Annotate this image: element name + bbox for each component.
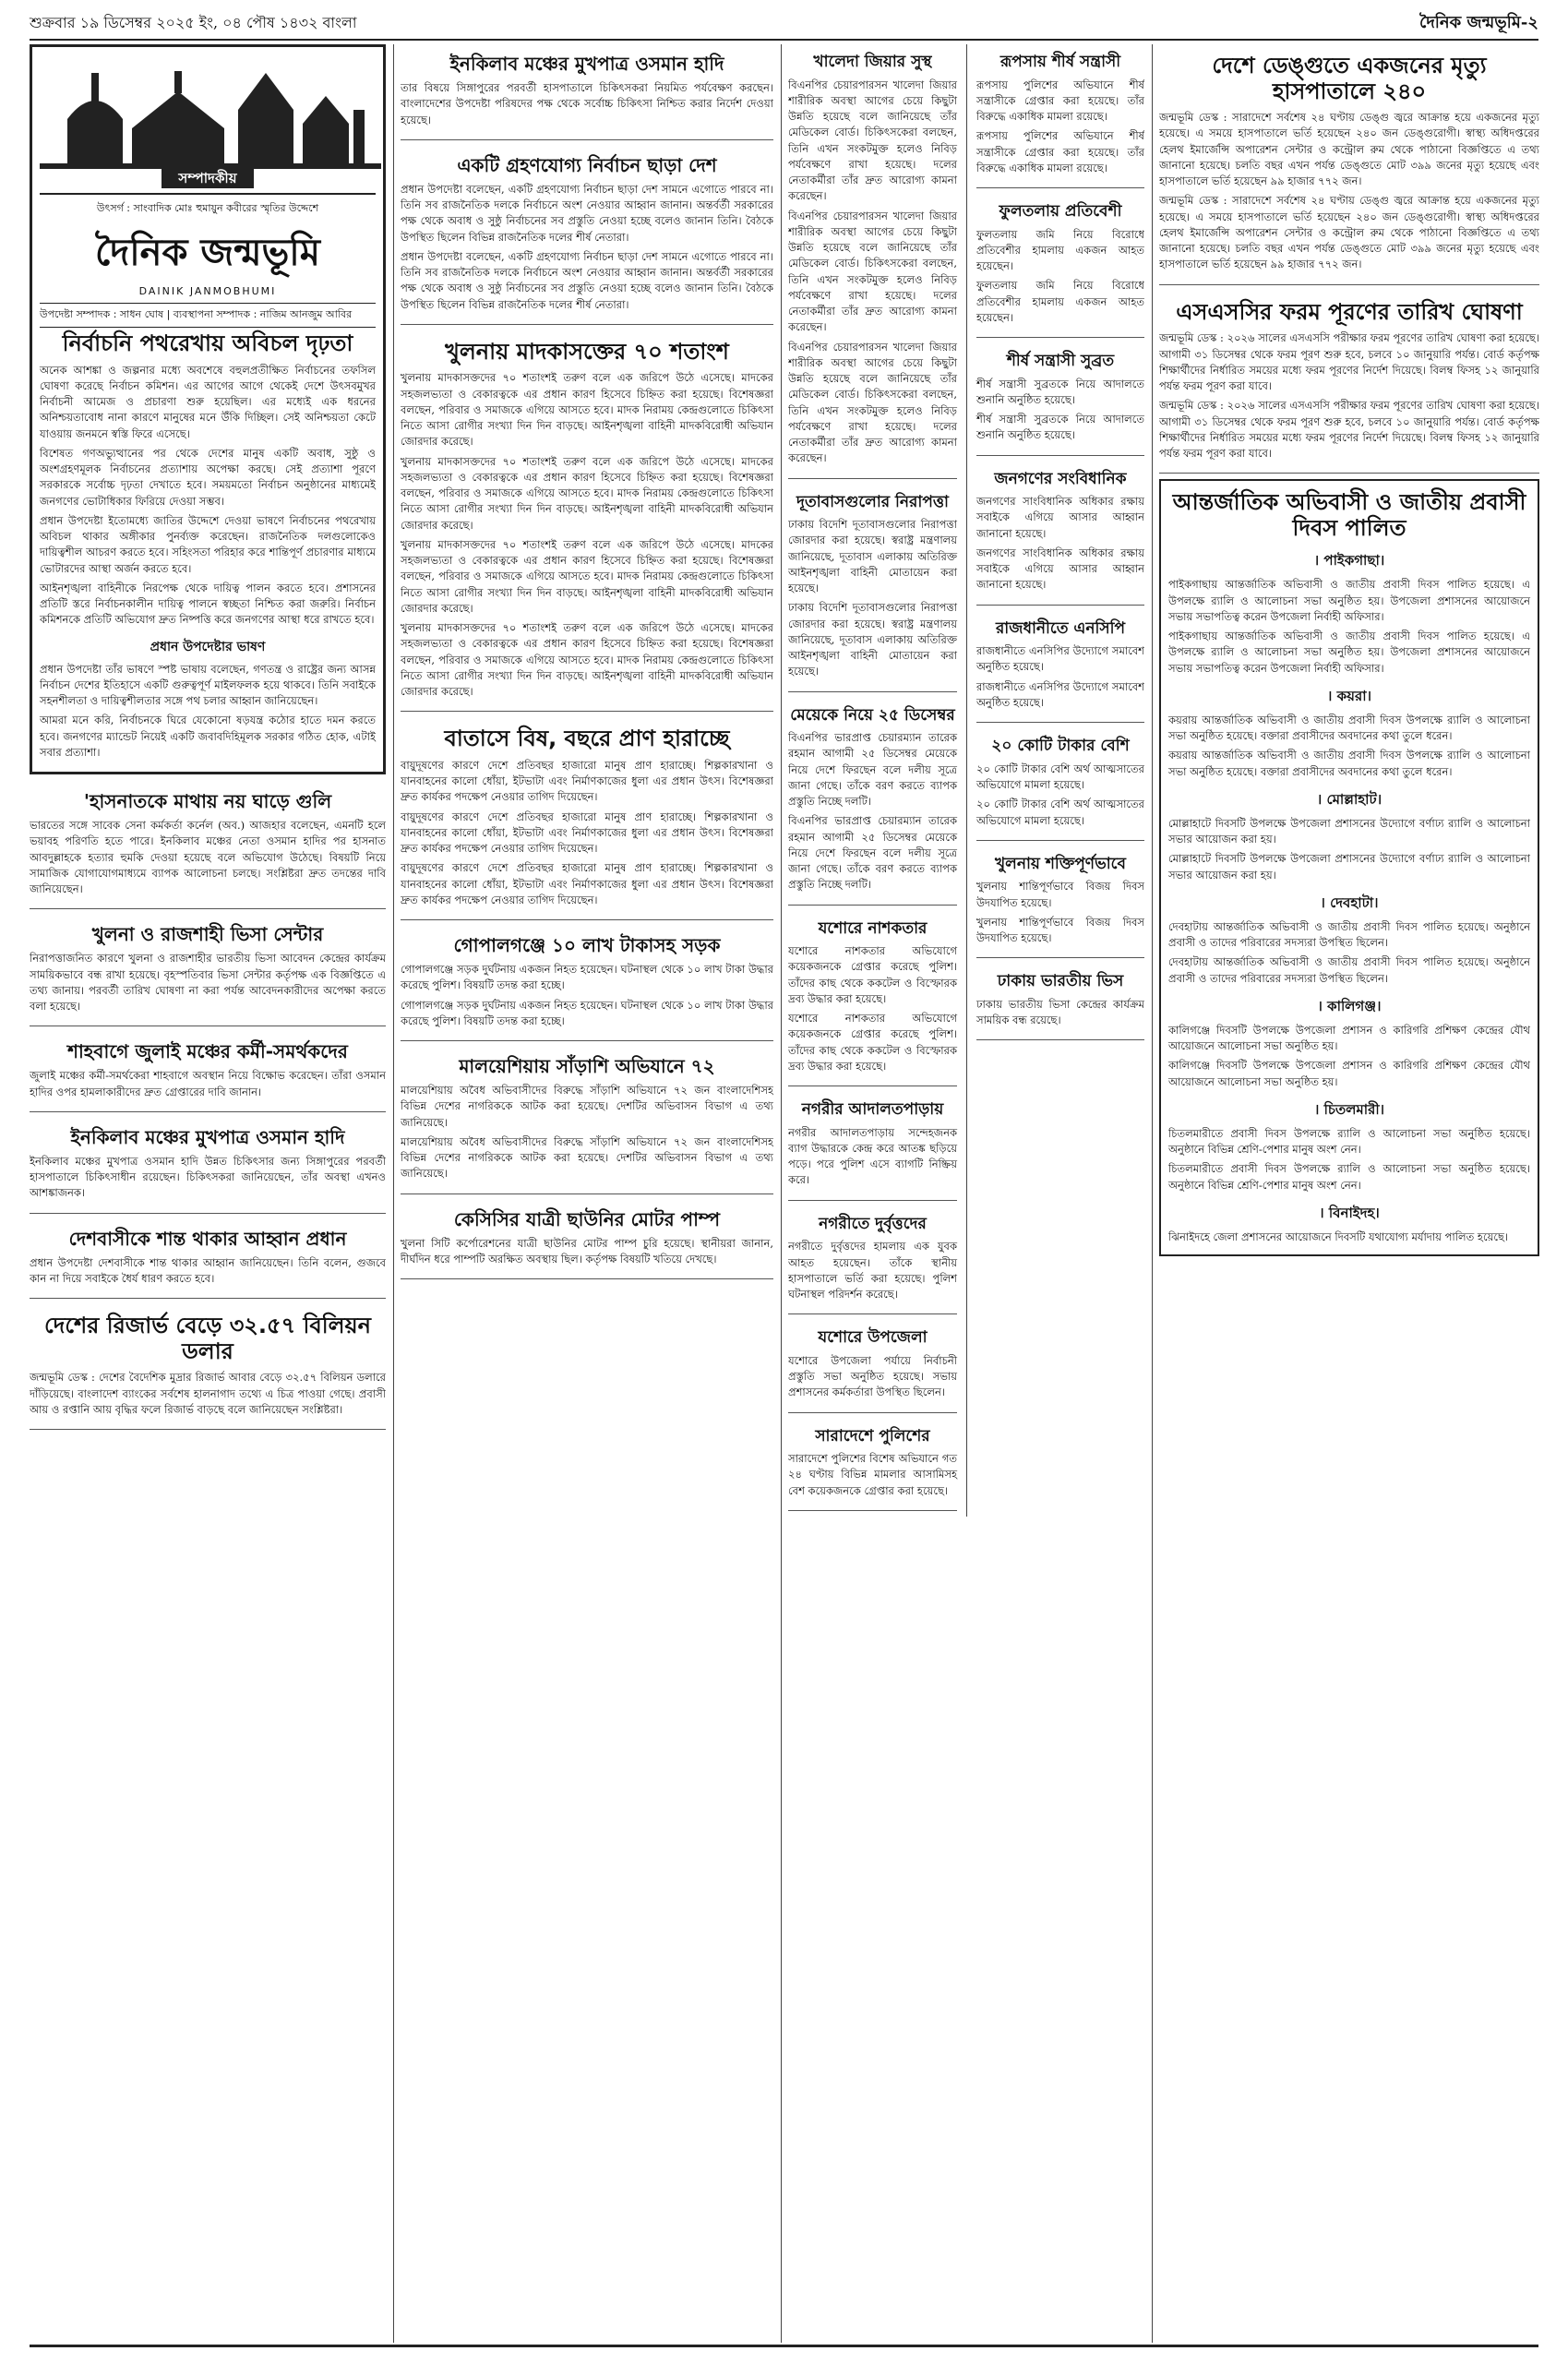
- headline: দেশের রিজার্ভ বেড়ে ৩২.৫৭ বিলিয়ন ডলার: [43, 1313, 371, 1364]
- article-body: ঢাকায় বিদেশি দূতাবাসগুলোর নিরাপত্তা জোরদার করা হয়েছে। স্বরাষ্ট্র মন্ত্রণালয় জানিয়েছে, দূতাবাস এলাকায় অতিরিক্ত আইনশৃঙ্খলা বাহিনী মোতায়েন করা হয়েছে।: [788, 518, 957, 595]
- article-body: ঝিনাইদহে জেলা প্রশাসনের আয়োজনে দিবসটি যথাযোগ্য মর্যাদায় পালিত হয়েছে।: [1168, 1229, 1509, 1243]
- mosque-temple-logo: [40, 54, 381, 184]
- editorial-paragraph: অনেক আশঙ্কা ও জল্পনার মধ্যে অবশেষে বহুলপ্রতীক্ষিত নির্বাচনের তফসিল ঘোষণা করেছে নির্বাচন কমিশন। এর আগের আগে থেকেই দেশে উৎসবমুখর নির্বাচনী আমেজ ও প্রচারণা শুরু হয়েছিল। এর মধ্যেই এক ধরনের অনিশ্চয়তাবোধ নানা কারণে মানুষের মনে উঁকি দিচ্ছিল। সেই অনিশ্চয়তা কেটে যাওয়ায় জনমনে স্বস্তি ফিরে এসেছে।: [40, 363, 376, 440]
- article-body: কালিগঞ্জে দিবসটি উপলক্ষে উপজেলা প্রশাসন ও কারিগরি প্রশিক্ষণ কেন্দ্রের যৌথ আয়োজনে আলোচনা সভা অনুষ্ঠিত হয়।: [1168, 1023, 1530, 1053]
- page-header: [30, 7, 1538, 41]
- headline: খুলনা ও রাজশাহী ভিসা সেন্টার: [91, 923, 324, 946]
- editorial-paragraph: প্রধান উপদেষ্টা ইতোমধ্যে জাতির উদ্দেশে দেওয়া ভাষণে নির্বাচনের পথরেখায় অবিচল থাকার অঙ্গীকার পুনর্ব্যক্ত করেছেন। রাজনৈতিক দলগুলোকেও দায়িত্বশীল আচরণ করতে হবে। সহিংসতা পরিহার করে শান্তিপূর্ণ প্রচারণার মাধ্যমে ভোটারদের আস্থা অর্জন করতে হবে।: [40, 513, 376, 575]
- article: [1159, 44, 1539, 285]
- article-body: বিএনপির ভারপ্রাপ্ত চেয়ারম্যান তারেক রহমান আগামী ২৫ ডিসেম্বর মেয়েকে নিয়ে দেশে ফিরছেন বলে দলীয় সূত্রে জানা গেছে। তাঁকে বরণ করতে ব্যাপক প্রস্তুতি নিচ্ছে দলটি।: [788, 814, 957, 892]
- article-body: খুলনায় মাদকাসক্তদের ৭০ শতাংশই তরুণ বলে এক জরিপে উঠে এসেছে। মাদকের সহজলভ্যতা ও বেকারত্বকে এর প্রধান কারণ হিসেবে চিহ্নিত করা হয়েছে। বিশেষজ্ঞরা বলছেন, পরিবার ও সমাজকে এগিয়ে আসতে হবে। মাদক নিরাময় কেন্দ্রগুলোতে চিকিৎসা নিতে আসা রোগীর সংখ্যা দিন দিন বাড়ছে। আইনশৃঙ্খলা বাহিনী মাদকবিরোধী অভিযান জোরদার করেছে।: [401, 621, 773, 699]
- article-body: খুলনা সিটি কর্পোরেশনের যাত্রী ছাউনির মোটর পাম্প চুরি হয়েছে। স্থানীয়রা জানান, দীর্ঘদিন ধরে পাম্পটি অরক্ষিত অবস্থায় ছিল। কর্তৃপক্ষ বিষয়টি খতিয়ে দেখছে।: [401, 1236, 773, 1265]
- article-body: ভারতের সঙ্গে সাবেক সেনা কর্মকর্তা কর্নেল (অব.) আজহার বলেছেন, এমনটি হলে ভয়াবহ পরিণতি হতে পারে। ইনকিলাব মঞ্চের নেতা ওসমান হাদির পর হাসনাত আবদুল্লাহকে হত্যার হুমকি দেওয়া হয়েছে বলে অভিযোগ উঠেছে। বিষয়টি নিয়ে সামাজিক যোগাযোগমাধ্যমে ব্যাপক আলোচনা চলছে। সংশ্লিষ্টরা দ্রুত তদন্তের দাবি জানিয়েছেন।: [30, 819, 386, 896]
- headline: এসএসসির ফরম পূরণের তারিখ ঘোষণা: [1176, 298, 1523, 325]
- headline: ফুলতলায় প্রতিবেশী: [999, 202, 1122, 222]
- dateline-section: । বিনাইদহ।: [1319, 1204, 1380, 1221]
- article: [788, 1206, 957, 1315]
- article-body: চিতলমারীতে প্রবাসী দিবস উপলক্ষে র‍্যালি ও আলোচনা সভা অনুষ্ঠিত হয়েছে। অনুষ্ঠানে বিভিন্ন শ্রেণি-পেশার মানুষ অংশ নেন।: [1168, 1126, 1530, 1157]
- article-body: জনগণের সাংবিধানিক অধিকার রক্ষায় সবাইকে এগিয়ে আসার আহ্বান জানানো হয়েছে।: [976, 495, 1144, 540]
- article-body: কালিগঞ্জে দিবসটি উপলক্ষে উপজেলা প্রশাসন ও কারিগরি প্রশিক্ষণ কেন্দ্রের যৌথ আয়োজনে আলোচনা সভা অনুষ্ঠিত হয়।: [1168, 1059, 1530, 1088]
- headline: দূতাবাসগুলোর নিরাপত্তা: [796, 492, 949, 511]
- article-body: রাজধানীতে এনসিপির উদ্যোগে সমাবেশ অনুষ্ঠিত হয়েছে।: [976, 644, 1144, 674]
- article: [976, 462, 1144, 606]
- article: [788, 44, 957, 479]
- article: [976, 343, 1144, 456]
- article-body: কয়রায় আন্তর্জাতিক অভিবাসী ও জাতীয় প্রবাসী দিবস উপলক্ষে র‍্যালি ও আলোচনা সভা অনুষ্ঠিত হয়েছে। বক্তারা প্রবাসীদের অবদানের কথা তুলে ধরেন।: [1168, 749, 1530, 778]
- bottom-rule: [30, 2345, 1538, 2347]
- article: [401, 146, 773, 325]
- article-body: জন্মভূমি ডেস্ক : ২০২৬ সালের এসএসসি পরীক্ষার ফরম পূরণের তারিখ ঘোষণা করা হয়েছে। আগামী ৩১ ডিসেম্বর থেকে ফরম পূরণ শুরু হবে, চলবে ১০ জানুয়ারি পর্যন্ত। বোর্ড কর্তৃপক্ষ শিক্ষার্থীদের নির্ধারিত সময়ের মধ্যে ফরম পূরণের নির্দেশ দিয়েছে। বিলম্ব ফিসহ ১২ জানুয়ারি পর্যন্ত ফরম পূরণ করা যাবে।: [1159, 399, 1539, 461]
- article: [30, 1219, 386, 1300]
- headline: যশোরে উপজেলা: [818, 1328, 928, 1348]
- article-body: নগরীর আদালতপাড়ায় সন্দেহজনক ব্যাগ উদ্ধারকে কেন্দ্র করে আতঙ্ক ছড়িয়ে পড়ে। পরে পুলিশ এসে ব্যাগটি নিষ্ক্রিয় করে।: [788, 1125, 957, 1187]
- editorial-paragraph: প্রধান উপদেষ্টা তাঁর ভাষণে স্পষ্ট ভাষায় বলেছেন, গণতন্ত্র ও রাষ্ট্রের জন্য আসন্ন নির্বাচন দেশের ইতিহাসে একটি গুরুত্বপূর্ণ মাইলফলক হয়ে থাকবে। তিনি সবাইকে সহনশীলতা ও দায়িত্বশীলতার সঙ্গে পথ চলার আহ্বান জানিয়েছেন।: [40, 662, 376, 708]
- headline: সারাদেশে পুলিশের: [815, 1426, 930, 1445]
- column-3: [788, 44, 1144, 2343]
- article-body: যশোরে নাশকতার অভিযোগে কয়েকজনকে গ্রেপ্তার করেছে পুলিশ। তাঁদের কাছ থেকে ককটেল ও বিস্ফোরক দ্রব্য উদ্ধার করা হয়েছে।: [788, 944, 957, 1005]
- date-line: শুক্রবার ১৯ ডিসেম্বর ২০২৫ ইং, ০৪ পৌষ ১৪৩২ বাংলা: [30, 13, 357, 31]
- headline: একটি গ্রহণযোগ্য নির্বাচন ছাড়া দেশ: [457, 153, 717, 176]
- article: [976, 44, 1144, 188]
- article-body: বায়ুদূষণের কারণে দেশে প্রতিবছর হাজারো মানুষ প্রাণ হারাচ্ছে। শিল্পকারখানা ও যানবাহনের কালো ধোঁয়া, ইটভাটা এবং নির্মাণকাজের ধুলা এর প্রধান উৎস। বিশেষজ্ঞরা দ্রুত কার্যকর পদক্ষেপ নেওয়ার তাগিদ দিয়েছেন।: [401, 810, 773, 856]
- article: [30, 915, 386, 1026]
- headline: ইনকিলাব মঞ্চের মুখপাত্র ওসমান হাদি: [449, 53, 724, 75]
- article-body: দেবহাটায় আন্তর্জাতিক অভিবাসী ও জাতীয় প্রবাসী দিবস পালিত হয়েছে। অনুষ্ঠানে প্রবাসী ও তাদের পরিবারের সদস্যরা উপস্থিত ছিলেন।: [1168, 955, 1530, 985]
- editorial-paragraph: বিশেষত গণঅভ্যুত্থানের পর থেকে দেশের মানুষ একটি অবাধ, সুষ্ঠু ও অংশগ্রহণমূলক নির্বাচনের প্রত্যাশায় অপেক্ষা করছে। সেই প্রত্যাশা পূরণে সরকারকে সর্বোচ্চ দৃঢ়তা দেখাতে হবে। সময়মতো নির্বাচন অনুষ্ঠানের মাধ্যমেই জনগণের ভোটাধিকার ফিরিয়ে দেওয়া সম্ভব।: [40, 446, 376, 508]
- dateline-section: । চিতলমারী।: [1314, 1100, 1384, 1118]
- article: [30, 1032, 386, 1112]
- article-body: খুলনায় শান্তিপূর্ণভাবে বিজয় দিবস উদযাপিত হয়েছে।: [976, 915, 1144, 945]
- article: [788, 1419, 957, 1511]
- article-body: তার বিষয়ে সিঙ্গাপুরের পরবর্তী হাসপাতালে চিকিৎসকরা নিয়মিত পর্যবেক্ষণ করছেন। বাংলাদেশের উপদেষ্টা পরিষদের পক্ষ থেকে সর্বোচ্চ চিকিৎসা নিশ্চিত করার নির্দেশ দেওয়া হয়েছে।: [401, 81, 773, 126]
- article-body: জন্মভূমি ডেস্ক : ২০২৬ সালের এসএসসি পরীক্ষার ফরম পূরণের তারিখ ঘোষণা করা হয়েছে। আগামী ৩১ ডিসেম্বর থেকে ফরম পূরণ শুরু হবে, চলবে ১০ জানুয়ারি পর্যন্ত। বোর্ড কর্তৃপক্ষ শিক্ষার্থীদের নির্ধারিত সময়ের মধ্যে ফরম পূরণের নির্দেশ দিয়েছে। বিলম্ব ফিসহ ১২ জানুয়ারি পর্যন্ত ফরম পূরণ করা যাবে।: [1159, 331, 1539, 393]
- headline: নগরীর আদালতপাড়ায়: [801, 1100, 944, 1120]
- headline: খুলনায় শক্তিপূর্ণভাবে: [994, 854, 1126, 873]
- headline: দেশবাসীকে শান্ত থাকার আহ্বান প্রধান: [68, 1227, 347, 1250]
- article-body: রাজধানীতে এনসিপির উদ্যোগে সমাবেশ অনুষ্ঠিত হয়েছে।: [976, 679, 1144, 709]
- editorial-paragraph: আইনশৃঙ্খলা বাহিনীকে নিরপেক্ষ থেকে দায়িত্ব পালন করতে হবে। প্রশাসনের প্রতিটি স্তরে নির্বাচনকালীন দায়িত্ব পালনে স্বচ্ছতা নিশ্চিত করা জরুরি। নির্বাচন কমিশনকে প্রতিটি অভিযোগ দ্রুত নিষ্পত্তি করে জনগণের আস্থা ধরে রাখতে হবে।: [40, 581, 376, 627]
- article-body: কয়রায় আন্তর্জাতিক অভিবাসী ও জাতীয় প্রবাসী দিবস উপলক্ষে র‍্যালি ও আলোচনা সভা অনুষ্ঠিত হয়েছে। বক্তারা প্রবাসীদের অবদানের কথা তুলে ধরেন।: [1168, 713, 1530, 743]
- editorial-subheading: প্রধান উপদেষ্টার ভাষণ: [150, 639, 266, 654]
- headline: কেসিসির যাত্রী ছাউনির মোটর পাম্প: [453, 1207, 721, 1230]
- article: [401, 330, 773, 713]
- article-body: রূপসায় পুলিশের অভিযানে শীর্ষ সন্ত্রাসীকে গ্রেপ্তার করা হয়েছে। তাঁর বিরুদ্ধে একাধিক মামলা রয়েছে।: [976, 78, 1144, 124]
- article-body: খুলনায় শান্তিপূর্ণভাবে বিজয় দিবস উদযাপিত হয়েছে।: [976, 880, 1144, 909]
- article-body: খুলনায় মাদকাসক্তদের ৭০ শতাংশই তরুণ বলে এক জরিপে উঠে এসেছে। মাদকের সহজলভ্যতা ও বেকারত্বকে এর প্রধান কারণ হিসেবে চিহ্নিত করা হয়েছে। বিশেষজ্ঞরা বলছেন, পরিবার ও সমাজকে এগিয়ে আসতে হবে। মাদক নিরাময় কেন্দ্রগুলোতে চিকিৎসা নিতে আসা রোগীর সংখ্যা দিন দিন বাড়ছে। আইনশৃঙ্খলা বাহিনী মাদকবিরোধী অভিযান জোরদার করেছে।: [401, 371, 773, 449]
- headline: শাহবাগে জুলাই মঞ্চের কর্মী-সমর্থকদের: [67, 1040, 348, 1063]
- headline: গোপালগঞ্জে ১০ লাখ টাকাসহ সড়ক: [453, 934, 721, 957]
- article-body: খুলনায় মাদকাসক্তদের ৭০ শতাংশই তরুণ বলে এক জরিপে উঠে এসেছে। মাদকের সহজলভ্যতা ও বেকারত্বকে এর প্রধান কারণ হিসেবে চিহ্নিত করা হয়েছে। বিশেষজ্ঞরা বলছেন, পরিবার ও সমাজকে এগিয়ে আসতে হবে। মাদক নিরাময় কেন্দ্রগুলোতে চিকিৎসা নিতে আসা রোগীর সংখ্যা দিন দিন বাড়ছে। আইনশৃঙ্খলা বাহিনী মাদকবিরোধী অভিযান জোরদার করেছে।: [401, 537, 773, 615]
- headline: ইনকিলাব মঞ্চের মুখপাত্র ওসমান হাদি: [70, 1125, 345, 1148]
- article: [788, 911, 957, 1087]
- article-body: প্রধান উপদেষ্টা বলেছেন, একটি গ্রহণযোগ্য নির্বাচন ছাড়া দেশ সামনে এগোতে পারবে না। তিনি সব রাজনৈতিক দলকে নির্বাচনে অংশ নেওয়ার আহ্বান জানান। অন্তর্বর্তী সরকারের পক্ষ থেকে অবাধ ও সুষ্ঠু নির্বাচনের সব প্রস্তুতি নেওয়া হচ্ছে বলেও জানান তিনি। বৈঠকে উপস্থিত ছিলেন বিভিন্ন রাজনৈতিক দলের শীর্ষ নেতারা।: [401, 182, 773, 244]
- headline: যশোরে নাশকতার: [818, 918, 928, 938]
- article: [976, 728, 1144, 841]
- headline: রাজধানীতে এনসিপি: [995, 618, 1125, 638]
- article-body: ঢাকায় বিদেশি দূতাবাসগুলোর নিরাপত্তা জোরদার করা হয়েছে। স্বরাষ্ট্র মন্ত্রণালয় জানিয়েছে, দূতাবাস এলাকায় অতিরিক্ত আইনশৃঙ্খলা বাহিনী মোতায়েন করা হয়েছে।: [788, 601, 957, 678]
- column-rule: [781, 44, 782, 2343]
- article-body: যশোরে নাশকতার অভিযোগে কয়েকজনকে গ্রেপ্তার করেছে পুলিশ। তাঁদের কাছ থেকে ককটেল ও বিস্ফোরক দ্রব্য উদ্ধার করা হয়েছে।: [788, 1012, 957, 1073]
- article: [401, 1200, 773, 1280]
- headline: খুলনায় মাদকাসক্তের ৭০ শতাংশ: [445, 338, 729, 365]
- headline: বাতাসে বিষ, বছরে প্রাণ হারাচ্ছে: [444, 726, 730, 752]
- article-body: শীর্ষ সন্ত্রাসী সুব্রতকে নিয়ে আদালতে শুনানি অনুষ্ঠিত হয়েছে।: [976, 413, 1144, 442]
- article-body: জন্মভূমি ডেস্ক : সারাদেশে সর্বশেষ ২৪ ঘণ্টায় ডেঙ্গু জ্বরে আক্রান্ত হয়ে একজনের মৃত্যু হয়েছে। এ সময়ে হাসপাতালে ভর্তি হয়েছেন ২৪০ জন ডেঙ্গুরোগী। স্বাস্থ্য অধিদপ্তরের হেলথ ইমার্জেন্সি অপারেশন সেন্টার ও কন্ট্রোল রুম থেকে পাঠানো বিজ্ঞপ্তিতে এ তথ্য জানানো হয়েছে। চলতি বছর এখন পর্যন্ত ডেঙ্গুতে মোট ৩৯৯ জনের মৃত্যু হয়েছে এবং হাসপাতালে ভর্তি হয়েছেন ৯৯ হাজার ৭৭২ জন।: [1159, 194, 1539, 271]
- article-body: মালয়েশিয়ায় অবৈধ অভিবাসীদের বিরুদ্ধে সাঁড়াশি অভিযানে ৭২ জন বাংলাদেশিসহ বিভিন্ন দেশের নাগরিককে আটক করা হয়েছে। দেশটির অভিবাসন বিভাগ এ তথ্য জানিয়েছে।: [401, 1084, 773, 1129]
- article: [401, 44, 773, 140]
- article-body: গোপালগঞ্জে সড়ক দুর্ঘটনায় একজন নিহত হয়েছেন। ঘটনাস্থল থেকে ১০ লাখ টাকা উদ্ধার করেছে পুলিশ। বিষয়টি তদন্ত করা হচ্ছে।: [401, 998, 773, 1027]
- article: [788, 485, 957, 692]
- article-body: নিরাপত্তাজনিত কারণে খুলনা ও রাজশাহীর ভারতীয় ভিসা আবেদন কেন্দ্রের কার্যক্রম সাময়িকভাবে বন্ধ রাখা হয়েছে। বৃহস্পতিবার ভিসা সেন্টার কর্তৃপক্ষ এক বিজ্ঞপ্তিতে এ তথ্য জানায়। পরবর্তী তারিখ ঘোষণা না করা পর্যন্ত আবেদনকারীদের অপেক্ষা করতে বলা হয়েছে।: [30, 952, 386, 1014]
- paper-name-en: DAINIK JANMOBHUMI: [138, 285, 277, 297]
- page-label: দৈনিক জন্মভূমি-২: [1419, 12, 1538, 32]
- column-1: [30, 44, 386, 2343]
- masthead-illustration: [40, 54, 376, 195]
- article-body: খুলনায় মাদকাসক্তদের ৭০ শতাংশই তরুণ বলে এক জরিপে উঠে এসেছে। মাদকের সহজলভ্যতা ও বেকারত্বকে এর প্রধান কারণ হিসেবে চিহ্নিত করা হয়েছে। বিশেষজ্ঞরা বলছেন, পরিবার ও সমাজকে এগিয়ে আসতে হবে। মাদক নিরাময় কেন্দ্রগুলোতে চিকিৎসা নিতে আসা রোগীর সংখ্যা দিন দিন বাড়ছে। আইনশৃঙ্খলা বাহিনী মাদকবিরোধী অভিযান জোরদার করেছে।: [401, 454, 773, 532]
- subcolumn-left: [788, 44, 957, 1517]
- article-body: বিএনপির চেয়ারপারসন খালেদা জিয়ার শারীরিক অবস্থা আগের চেয়ে কিছুটা উন্নতি হয়েছে বলে জানিয়েছে তাঁর মেডিকেল বোর্ড। চিকিৎসকেরা বলছেন, তিনি এখন সংকটমুক্ত হলেও নিবিড় পর্যবেক্ষণে রাখা হয়েছে। দলের নেতাকর্মীরা তাঁর দ্রুত আরোগ্য কামনা করেছেন।: [788, 78, 957, 203]
- tagline: উৎসর্গ : সাংবাদিক মোঃ হুমায়ুন কবীরের স্মৃতির উদ্দেশে: [96, 202, 319, 214]
- article: [976, 194, 1144, 338]
- article-body: জন্মভূমি ডেস্ক : সারাদেশে সর্বশেষ ২৪ ঘণ্টায় ডেঙ্গু জ্বরে আক্রান্ত হয়ে একজনের মৃত্যু হয়েছে। এ সময়ে হাসপাতালে ভর্তি হয়েছেন ২৪০ জন ডেঙ্গুরোগী। স্বাস্থ্য অধিদপ্তরের হেলথ ইমার্জেন্সি অপারেশন সেন্টার ও কন্ট্রোল রুম থেকে পাঠানো বিজ্ঞপ্তিতে এ তথ্য জানানো হয়েছে। চলতি বছর এখন পর্যন্ত ডেঙ্গুতে মোট ৩৯৯ জনের মৃত্যু হয়েছে এবং হাসপাতালে ভর্তি হয়েছেন ৯৯ হাজার ৭৭২ জন।: [1159, 111, 1539, 188]
- newspaper-page: [30, 44, 1539, 2343]
- headline: শীর্ষ সন্ত্রাসী সুব্রত: [1006, 352, 1115, 371]
- dateline-section: । কয়রা।: [1327, 687, 1371, 704]
- article-body: চিতলমারীতে প্রবাসী দিবস উপলক্ষে র‍্যালি ও আলোচনা সভা অনুষ্ঠিত হয়েছে। অনুষ্ঠানে বিভিন্ন শ্রেণি-পেশার মানুষ অংশ নেন।: [1168, 1162, 1530, 1192]
- article-body: পাইকগাছায় আন্তর্জাতিক অভিবাসী ও জাতীয় প্রবাসী দিবস পালিত হয়েছে। এ উপলক্ষে র‍্যালি ও আলোচনা সভা অনুষ্ঠিত হয়। উপজেলা প্রশাসনের আয়োজনে সভায় সভাপতিত্ব করেন উপজেলা নির্বাহী অফিসার।: [1168, 578, 1530, 623]
- article: [30, 782, 386, 909]
- article-body: জনগণের সাংবিধানিক অধিকার রক্ষায় সবাইকে এগিয়ে আসার আহ্বান জানানো হয়েছে।: [976, 546, 1144, 592]
- article-body: বিএনপির চেয়ারপারসন খালেদা জিয়ার শারীরিক অবস্থা আগের চেয়ে কিছুটা উন্নতি হয়েছে বলে জানিয়েছে তাঁর মেডিকেল বোর্ড। চিকিৎসকেরা বলছেন, তিনি এখন সংকটমুক্ত হলেও নিবিড় পর্যবেক্ষণে রাখা হয়েছে। দলের নেতাকর্মীরা তাঁর দ্রুত আরোগ্য কামনা করেছেন।: [788, 340, 957, 465]
- article-body: শীর্ষ সন্ত্রাসী সুব্রতকে নিয়ে আদালতে শুনানি অনুষ্ঠিত হয়েছে।: [976, 377, 1144, 406]
- dateline-section: । দেবহাটা।: [1320, 894, 1379, 911]
- article-body: ঢাকায় ভারতীয় ভিসা কেন্দ্রের কার্যক্রম সাময়িক বন্ধ রয়েছে।: [976, 997, 1144, 1027]
- article: [30, 1118, 386, 1214]
- article-body: বিএনপির ভারপ্রাপ্ত চেয়ারম্যান তারেক রহমান আগামী ২৫ ডিসেম্বর মেয়েকে নিয়ে দেশে ফিরছেন বলে দলীয় সূত্রে জানা গেছে। তাঁকে বরণ করতে ব্যাপক প্রস্তুতি নিচ্ছে দলটি।: [788, 731, 957, 809]
- column-rule: [393, 44, 394, 2343]
- article-body: ইনকিলাব মঞ্চের মুখপাত্র ওসমান হাদি উন্নত চিকিৎসার জন্য সিঙ্গাপুরের পরবর্তী হাসপাতালে চিকিৎসাধীন রয়েছেন। চিকিৎসকরা জানিয়েছেন, তাঁর অবস্থা এখনও আশঙ্কাজনক।: [30, 1154, 386, 1200]
- headline: নগরীতে দুর্বৃত্তদের: [819, 1214, 927, 1233]
- article-body: জুলাই মঞ্চের কর্মী-সমর্থকেরা শাহবাগে অবস্থান নিয়ে বিক্ষোভ করেছেন। তাঁরা ওসমান হাদির ওপর হামলাকারীদের দ্রুত গ্রেপ্তারের দাবি জানান।: [30, 1069, 386, 1098]
- dateline-section: । মোল্লাহাট।: [1316, 790, 1382, 808]
- article-body: সারাদেশে পুলিশের বিশেষ অভিযানে গত ২৪ ঘণ্টায় বিভিন্ন মামলার আসামিসহ বেশ কয়েকজনকে গ্রেপ্তার করা হয়েছে।: [788, 1452, 957, 1497]
- article-body: ফুলতলায় জমি নিয়ে বিরোধে প্রতিবেশীর হামলায় একজন আহত হয়েছেন।: [976, 279, 1144, 324]
- article: [976, 611, 1144, 724]
- subcolumn-rule: [966, 44, 967, 1517]
- editorial-paragraph: আমরা মনে করি, নির্বাচনকে ঘিরে যেকোনো ষড়যন্ত্র কঠোর হাতে দমন করতে হবে। জনগণের ম্যান্ডেট নিয়েই একটি জবাবদিহিমূলক সরকার গঠিত হোক, এটাই সবার প্রত্যাশা।: [40, 714, 376, 759]
- editors-line: উপদেষ্টা সম্পাদক : সাধন ঘোষ | ব্যবস্থাপনা সম্পাদক : নাজিম আনজুম আবির: [40, 303, 376, 328]
- article: [401, 1047, 773, 1194]
- article-body: যশোরে উপজেলা পর্যায়ে নির্বাচনী প্রস্তুতি সভা অনুষ্ঠিত হয়েছে। সভায় প্রশাসনের কর্মকর্তারা উপস্থিত ছিলেন।: [788, 1353, 957, 1399]
- subcolumn-right: [976, 44, 1144, 1517]
- article-boxed: [1159, 479, 1539, 1256]
- editorial-box: [30, 44, 386, 774]
- article-body: ২০ কোটি টাকার বেশি অর্থ আত্মসাতের অভিযোগে মামলা হয়েছে।: [976, 762, 1144, 792]
- column-rule: [1152, 44, 1153, 2343]
- article-body: বিএনপির চেয়ারপারসন খালেদা জিয়ার শারীরিক অবস্থা আগের চেয়ে কিছুটা উন্নতি হয়েছে বলে জানিয়েছে তাঁর মেডিকেল বোর্ড। চিকিৎসকেরা বলছেন, তিনি এখন সংকটমুক্ত হলেও নিবিড় পর্যবেক্ষণে রাখা হয়েছে। দলের নেতাকর্মীরা তাঁর দ্রুত আরোগ্য কামনা করেছেন।: [788, 209, 957, 334]
- article-body: প্রধান উপদেষ্টা বলেছেন, একটি গ্রহণযোগ্য নির্বাচন ছাড়া দেশ সামনে এগোতে পারবে না। তিনি সব রাজনৈতিক দলকে নির্বাচনে অংশ নেওয়ার আহ্বান জানান। অন্তর্বর্তী সরকারের পক্ষ থেকে অবাধ ও সুষ্ঠু নির্বাচনের সব প্রস্তুতি নেওয়া হচ্ছে বলেও জানান তিনি। বৈঠকে উপস্থিত ছিলেন বিভিন্ন রাজনৈতিক দলের শীর্ষ নেতারা।: [401, 249, 773, 311]
- headline: জনগণের সংবিধানিক: [994, 469, 1127, 488]
- headline: মালয়েশিয়ায় সাঁড়াশি অভিযানে ৭২: [459, 1055, 715, 1078]
- article-body: বায়ুদূষণের কারণে দেশে প্রতিবছর হাজারো মানুষ প্রাণ হারাচ্ছে। শিল্পকারখানা ও যানবাহনের কালো ধোঁয়া, ইটভাটা এবং নির্মাণকাজের ধুলা এর প্রধান উৎস। বিশেষজ্ঞরা দ্রুত কার্যকর পদক্ষেপ নেওয়ার তাগিদ দিয়েছেন।: [401, 758, 773, 804]
- article-body: জন্মভূমি ডেস্ক : দেশের বৈদেশিক মুদ্রার রিজার্ভ আবার বেড়ে ৩২.৫৭ বিলিয়ন ডলারে দাঁড়িয়েছে। বাংলাদেশ ব্যাংকের সর্বশেষ হালনাগাদ তথ্যে এ চিত্র পাওয়া গেছে। প্রবাসী আয় ও রপ্তানি আয় বৃদ্ধির ফলে রিজার্ভ বাড়ছে বলে জানিয়েছেন সংশ্লিষ্টরা।: [30, 1371, 386, 1416]
- section-label: সম্পাদকীয়: [162, 168, 253, 188]
- paper-name: দৈনিক জন্মভূমি: [95, 231, 320, 274]
- article: [1159, 291, 1539, 474]
- article: [976, 846, 1144, 959]
- headline: দেশে ডেঙ্গুতে একজনের মৃত্যু হাসপাতালে ২৪০: [1212, 53, 1487, 104]
- article-body: প্রধান উপদেষ্টা দেশবাসীকে শান্ত থাকার আহ্বান জানিয়েছেন। তিনি বলেন, গুজবে কান না দিয়ে সবাইকে ধৈর্য ধারণ করতে হবে।: [30, 1255, 386, 1285]
- article-body: পাইকগাছায় আন্তর্জাতিক অভিবাসী ও জাতীয় প্রবাসী দিবস পালিত হয়েছে। এ উপলক্ষে র‍্যালি ও আলোচনা সভা অনুষ্ঠিত হয়। উপজেলা প্রশাসনের আয়োজনে সভায় সভাপতিত্ব করেন উপজেলা নির্বাহী অফিসার।: [1168, 630, 1530, 675]
- headline: ঢাকায় ভারতীয় ভিস: [997, 972, 1124, 991]
- column-2: [401, 44, 773, 2343]
- article-body: গোপালগঞ্জে সড়ক দুর্ঘটনায় একজন নিহত হয়েছেন। ঘটনাস্থল থেকে ১০ লাখ টাকা উদ্ধার করেছে পুলিশ। বিষয়টি তদন্ত করা হচ্ছে।: [401, 963, 773, 992]
- article: [788, 698, 957, 906]
- article-body: মোল্লাহাটে দিবসটি উপলক্ষে উপজেলা প্রশাসনের উদ্যোগে বর্ণাঢ্য র‍্যালি ও আলোচনা সভার আয়োজন করা হয়।: [1168, 852, 1530, 882]
- headline: ২০ কোটি টাকার বেশি: [991, 737, 1130, 756]
- dateline-section: । পাইকগাছা।: [1313, 552, 1385, 570]
- headline: মেয়েকে নিয়ে ২৫ ডিসেম্বর: [790, 705, 955, 725]
- article-body: মালয়েশিয়ায় অবৈধ অভিবাসীদের বিরুদ্ধে সাঁড়াশি অভিযানে ৭২ জন বাংলাদেশিসহ বিভিন্ন দেশের নাগরিককে আটক করা হয়েছে। দেশটির অভিবাসন বিভাগ এ তথ্য জানিয়েছে।: [401, 1134, 773, 1181]
- article-body: ফুলতলায় জমি নিয়ে বিরোধে প্রতিবেশীর হামলায় একজন আহত হয়েছেন।: [976, 227, 1144, 273]
- article: [30, 1304, 386, 1430]
- editorial-title: নির্বাচনি পথরেখায় অবিচল দৃঢ়তা: [62, 330, 353, 356]
- article-body: রূপসায় পুলিশের অভিযানে শীর্ষ সন্ত্রাসীকে গ্রেপ্তার করা হয়েছে। তাঁর বিরুদ্ধে একাধিক মামলা রয়েছে।: [976, 129, 1144, 174]
- headline: 'হাসনাতকে মাথায় নয় ঘাড়ে গুলি: [83, 790, 332, 813]
- article: [788, 1320, 957, 1412]
- article-body: বায়ুদূষণের কারণে দেশে প্রতিবছর হাজারো মানুষ প্রাণ হারাচ্ছে। শিল্পকারখানা ও যানবাহনের কালো ধোঁয়া, ইটভাটা এবং নির্মাণকাজের ধুলা এর প্রধান উৎস। বিশেষজ্ঞরা দ্রুত কার্যকর পদক্ষেপ নেওয়ার তাগিদ দিয়েছেন।: [401, 861, 773, 906]
- column-4: [1159, 44, 1539, 2343]
- article: [401, 717, 773, 920]
- headline: রূপসায় শীর্ষ সন্ত্রাসী: [999, 53, 1121, 71]
- article-body: দেবহাটায় আন্তর্জাতিক অভিবাসী ও জাতীয় প্রবাসী দিবস পালিত হয়েছে। অনুষ্ঠানে প্রবাসী ও তাদের পরিবারের সদস্যরা উপস্থিত ছিলেন।: [1168, 919, 1530, 950]
- article: [788, 1092, 957, 1201]
- article-body: নগরীতে দুর্বৃত্তদের হামলায় এক যুবক আহত হয়েছেন। তাঁকে স্থানীয় হাসপাতালে ভর্তি করা হয়েছে। পুলিশ ঘটনাস্থল পরিদর্শন করেছে।: [788, 1240, 957, 1301]
- headline: খালেদা জিয়ার সুস্থ: [813, 53, 932, 71]
- headline: আন্তর্জাতিক অভিবাসী ও জাতীয় প্রবাসী দিবস পালিত: [1172, 489, 1526, 541]
- article-body: মোল্লাহাটে দিবসটি উপলক্ষে উপজেলা প্রশাসনের উদ্যোগে বর্ণাঢ্য র‍্যালি ও আলোচনা সভার আয়োজন করা হয়।: [1168, 816, 1530, 846]
- article: [401, 926, 773, 1041]
- article-body: ২০ কোটি টাকার বেশি অর্থ আত্মসাতের অভিযোগে মামলা হয়েছে।: [976, 798, 1144, 827]
- article: [976, 964, 1144, 1040]
- dateline-section: । কালিগঞ্জ।: [1317, 997, 1382, 1014]
